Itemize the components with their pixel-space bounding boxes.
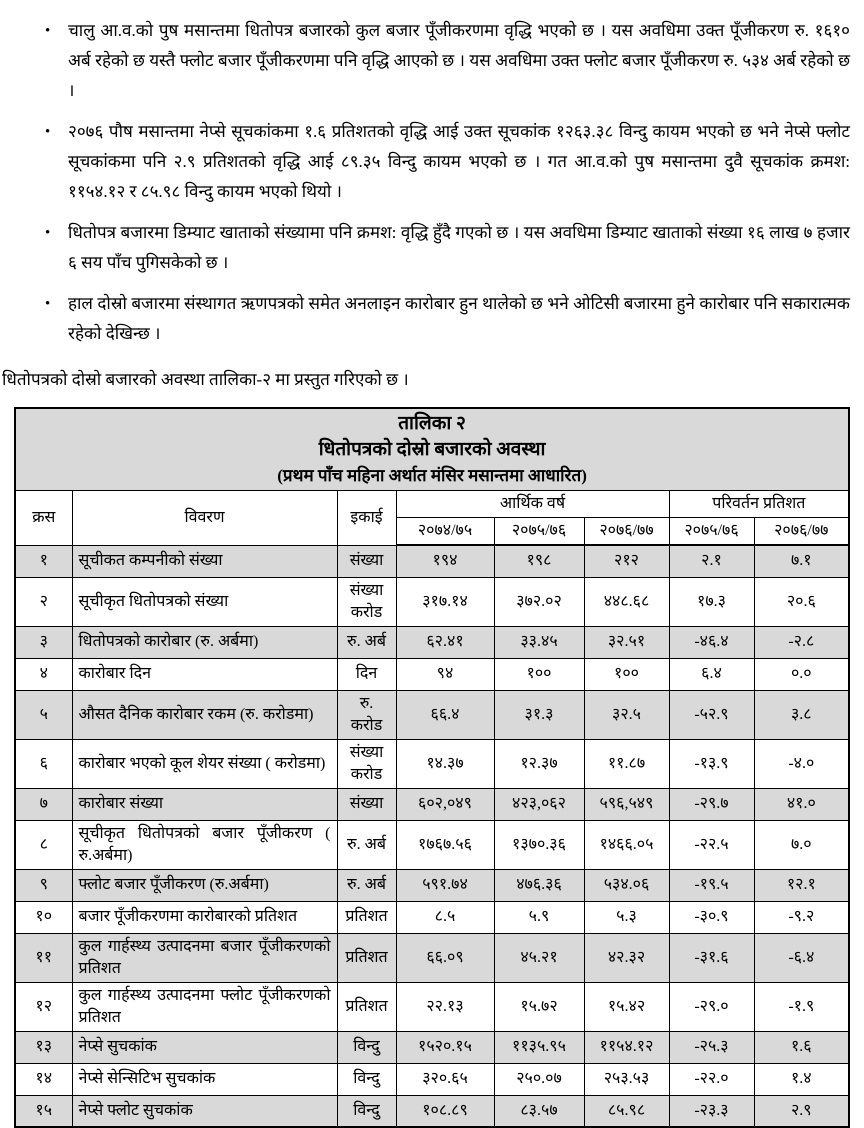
row-value: ३२.५१: [584, 626, 669, 658]
row-value: ११.८७: [584, 739, 669, 788]
table-row: [15, 869, 849, 901]
row-value: ८.५: [396, 901, 494, 933]
header-year: २०७४/७५: [396, 518, 494, 546]
row-sn: ७: [15, 788, 72, 820]
row-unit: संख्या: [337, 545, 396, 577]
table-subtitle-note: (प्रथम पाँच महिना अर्थात मंसिर मसान्तमा आधारित): [277, 466, 587, 485]
row-unit: रु. अर्ब: [337, 869, 396, 901]
row-value: ४७६.३६: [494, 869, 584, 901]
row-sn: ६: [15, 739, 72, 788]
row-value: ६०२,०४९: [396, 788, 494, 820]
row-value: -२९.७: [669, 788, 754, 820]
row-value: १९४: [396, 545, 494, 577]
row-description: कारोबार दिन: [72, 658, 337, 690]
row-value: ७.०: [754, 820, 849, 869]
row-unit: संख्या करोड: [337, 739, 396, 788]
bullet-icon: •: [45, 296, 51, 312]
header-change-year: २०७५/७६: [669, 518, 754, 546]
table-header-row-groups: [15, 491, 849, 518]
row-value: ०.०: [754, 658, 849, 690]
secondary-market-table: [14, 407, 850, 1128]
row-value: -६.४: [754, 933, 849, 982]
row-value: १५.७२: [494, 982, 584, 1031]
row-value: ३२.५: [584, 690, 669, 739]
row-sn: ३: [15, 626, 72, 658]
row-unit: विन्दु: [337, 1063, 396, 1095]
row-description: कुल गार्हस्थ्य उत्पादनमा फ्लोट पूँजीकरणको प्रतिशत: [72, 982, 337, 1031]
row-value: ६६.०९: [396, 933, 494, 982]
row-value: २.१: [669, 545, 754, 577]
row-value: १३७०.३६: [494, 820, 584, 869]
row-value: ७.१: [754, 545, 849, 577]
row-value: १५२०.१५: [396, 1031, 494, 1063]
row-value: १.४: [754, 1063, 849, 1095]
row-unit: विन्दु: [337, 1031, 396, 1063]
table-row: [15, 1095, 849, 1127]
row-value: -१३.९: [669, 739, 754, 788]
row-value: ४५.२१: [494, 933, 584, 982]
row-unit: दिन: [337, 658, 396, 690]
header-year: २०७६/७७: [584, 518, 669, 546]
bullet-item: [45, 289, 850, 349]
row-description: नेप्से सेन्सिटिभ सुचकांक: [72, 1063, 337, 1095]
table-row: [15, 626, 849, 658]
row-value: -२३.३: [669, 1095, 754, 1127]
row-value: -३१.६: [669, 933, 754, 982]
row-sn: ११: [15, 933, 72, 982]
row-value: ८५.९८: [584, 1095, 669, 1127]
row-unit: रु. करोड: [337, 690, 396, 739]
row-value: ३७२.०२: [494, 577, 584, 626]
row-description: कारोबार संख्या: [72, 788, 337, 820]
row-value: -२५.३: [669, 1031, 754, 1063]
row-sn: १२: [15, 982, 72, 1031]
row-value: २२.१३: [396, 982, 494, 1031]
row-value: २०.६: [754, 577, 849, 626]
table-row: [15, 739, 849, 788]
bullet-item: [45, 117, 850, 207]
row-sn: ९: [15, 869, 72, 901]
header-change-percent-group: परिवर्तन प्रतिशत: [669, 491, 849, 518]
row-value: १७.३: [669, 577, 754, 626]
row-value: -२२.५: [669, 820, 754, 869]
row-sn: १०: [15, 901, 72, 933]
row-value: -४.०: [754, 739, 849, 788]
header-change-year: २०७६/७७: [754, 518, 849, 546]
row-value: ६.४: [669, 658, 754, 690]
table-row: [15, 982, 849, 1031]
row-value: १२.१: [754, 869, 849, 901]
row-description: कुल गार्हस्थ्य उत्पादनमा बजार पूँजीकरणको प्रतिशत: [72, 933, 337, 982]
row-sn: ५: [15, 690, 72, 739]
row-value: ३१७.१४: [396, 577, 494, 626]
table-row: [15, 577, 849, 626]
bullet-text: हाल दोस्रो बजारमा संस्थागत ऋणपत्रको समेत अनलाइन कारोबार हुन थालेको छ भने ओटिसी बजारमा हुने कारोबार पनि सकारात्मक रहेको देखिन्छ ।: [68, 294, 850, 343]
row-value: -९.२: [754, 901, 849, 933]
row-description: नेप्से सुचकांक: [72, 1031, 337, 1063]
row-value: ४२.३२: [584, 933, 669, 982]
bullet-item: [45, 218, 850, 278]
row-value: १००: [584, 658, 669, 690]
row-value: ११५४.१२: [584, 1031, 669, 1063]
row-value: ३.८: [754, 690, 849, 739]
row-value: ३३.४५: [494, 626, 584, 658]
table-row: [15, 1031, 849, 1063]
row-value: -२२.०: [669, 1063, 754, 1095]
bullet-icon: •: [45, 124, 51, 140]
row-value: २५०.०७: [494, 1063, 584, 1095]
row-value: ३१.३: [494, 690, 584, 739]
row-value: ४२३,०६२: [494, 788, 584, 820]
row-description: नेप्से फ्लोट सुचकांक: [72, 1095, 337, 1127]
row-value: १७६७.५६: [396, 820, 494, 869]
bullet-icon: •: [45, 225, 51, 241]
bullet-icon: •: [45, 23, 51, 39]
bullet-text: २०७६ पौष मसान्तमा नेप्से सूचकांकमा १.६ प्रतिशतको वृद्धि आई उक्त सूचकांक १२६३.३८ विन्दु कायम भएको छ भने नेप्से फ्लोट सूचकांकमा पनि २.९ प्रतिशतको वृद्धि आई ८९.३५ विन्दु कायम भएको छ । गत आ.व.को पुष मसान्तमा दुवै सूचकांक क्रमश: ११५४.१२ र ८५.९८ विन्दु कायम भएको थियो ।: [68, 122, 850, 201]
table-row: [15, 1063, 849, 1095]
bullet-item: [45, 16, 850, 106]
row-sn: १४: [15, 1063, 72, 1095]
table-row: [15, 933, 849, 982]
row-value: -५२.९: [669, 690, 754, 739]
row-value: १४६६.०५: [584, 820, 669, 869]
row-value: १४.३७: [396, 739, 494, 788]
row-value: ११३५.९५: [494, 1031, 584, 1063]
row-unit: प्रतिशत: [337, 982, 396, 1031]
row-unit: संख्या: [337, 788, 396, 820]
row-value: ४१.०: [754, 788, 849, 820]
row-sn: १५: [15, 1095, 72, 1127]
row-description: फ्लोट बजार पूँजीकरण (रु.अर्बमा): [72, 869, 337, 901]
header-description: विवरण: [72, 491, 337, 546]
row-unit: रु. अर्ब: [337, 820, 396, 869]
row-value: १.६: [754, 1031, 849, 1063]
header-fiscal-year-group: आर्थिक वर्ष: [396, 491, 669, 518]
row-unit: प्रतिशत: [337, 933, 396, 982]
table-title: तालिका २: [398, 413, 466, 434]
row-value: ३२०.६५: [396, 1063, 494, 1095]
row-value: -२.८: [754, 626, 849, 658]
bullet-list: [14, 16, 850, 349]
row-unit: रु. अर्ब: [337, 626, 396, 658]
row-value: -१.९: [754, 982, 849, 1031]
row-unit: विन्दु: [337, 1095, 396, 1127]
row-description: सूचीकत कम्पनीको संख्या: [72, 545, 337, 577]
row-value: १५.४२: [584, 982, 669, 1031]
row-value: ५.३: [584, 901, 669, 933]
closing-paragraph: धितोपत्रको दोस्रो बजारको अवस्था तालिका-२ मा प्रस्तुत गरिएको छ ।: [2, 370, 409, 389]
row-value: ९४: [396, 658, 494, 690]
row-value: ५.९: [494, 901, 584, 933]
table-subtitle: धितोपत्रको दोस्रो बजारको अवस्था: [318, 439, 546, 460]
row-sn: १३: [15, 1031, 72, 1063]
row-value: २.९: [754, 1095, 849, 1127]
row-sn: २: [15, 577, 72, 626]
table-row: [15, 820, 849, 869]
row-sn: ८: [15, 820, 72, 869]
row-description: सूचीकृत धितोपत्रको बजार पूँजीकरण ( रु.अर्बमा): [72, 820, 337, 869]
row-unit: प्रतिशत: [337, 901, 396, 933]
row-value: ६२.४१: [396, 626, 494, 658]
row-sn: १: [15, 545, 72, 577]
row-description: धितोपत्रको कारोबार (रु. अर्बमा): [72, 626, 337, 658]
row-value: ८३.५७: [494, 1095, 584, 1127]
row-description: बजार पूँजीकरणमा कारोबारको प्रतिशत: [72, 901, 337, 933]
row-value: ४४८.६८: [584, 577, 669, 626]
row-value: ५३४.०६: [584, 869, 669, 901]
row-value: -३०.९: [669, 901, 754, 933]
row-value: ५९१.७४: [396, 869, 494, 901]
row-value: ६६.४: [396, 690, 494, 739]
row-value: १०८.८९: [396, 1095, 494, 1127]
row-value: १९८: [494, 545, 584, 577]
row-unit: संख्या करोड: [337, 577, 396, 626]
table-row: [15, 658, 849, 690]
row-value: -१९.५: [669, 869, 754, 901]
header-year: २०७५/७६: [494, 518, 584, 546]
table-row: [15, 690, 849, 739]
row-value: २१२: [584, 545, 669, 577]
table-title-row: [15, 408, 849, 491]
row-sn: ४: [15, 658, 72, 690]
header-sn: क्रस: [15, 491, 72, 546]
row-description: औसत दैनिक कारोबार रकम (रु. करोडमा): [72, 690, 337, 739]
row-description: कारोबार भएको कूल शेयर संख्या ( करोडमा): [72, 739, 337, 788]
table-title-cell: [15, 408, 849, 491]
row-value: १००: [494, 658, 584, 690]
header-unit: इकाई: [337, 491, 396, 546]
table-row: [15, 545, 849, 577]
row-value: १२.३७: [494, 739, 584, 788]
row-value: २५३.५३: [584, 1063, 669, 1095]
row-value: -४६.४: [669, 626, 754, 658]
bullet-text: धितोपत्र बजारमा डिम्याट खाताको संख्यामा पनि क्रमश: वृद्धि हुँदै गएको छ । यस अवधिमा डिम्याट खाताको संख्या १६ लाख ७ हजार ६ सय पाँच पुगिसकेको छ ।: [68, 223, 850, 272]
table-row: [15, 788, 849, 820]
row-value: -२९.०: [669, 982, 754, 1031]
row-description: सूचीकृत धितोपत्रको संख्या: [72, 577, 337, 626]
table-row: [15, 901, 849, 933]
row-value: ५९६,५४९: [584, 788, 669, 820]
bullet-text: चालु आ.व.को पुष मसान्तमा धितोपत्र बजारको कुल बजार पूँजीकरणमा वृद्धि भएको छ । यस अवधिमा उक्त पूँजीकरण रु. १६१० अर्ब रहेको छ यस्तै फ्लोट बजार पूँजीकरणमा पनि वृद्धि आएको छ । यस अवधिमा उक्त फ्लोट बजार पूँजीकरण रु. ५३४ अर्ब रहेको छ ।: [68, 21, 850, 100]
